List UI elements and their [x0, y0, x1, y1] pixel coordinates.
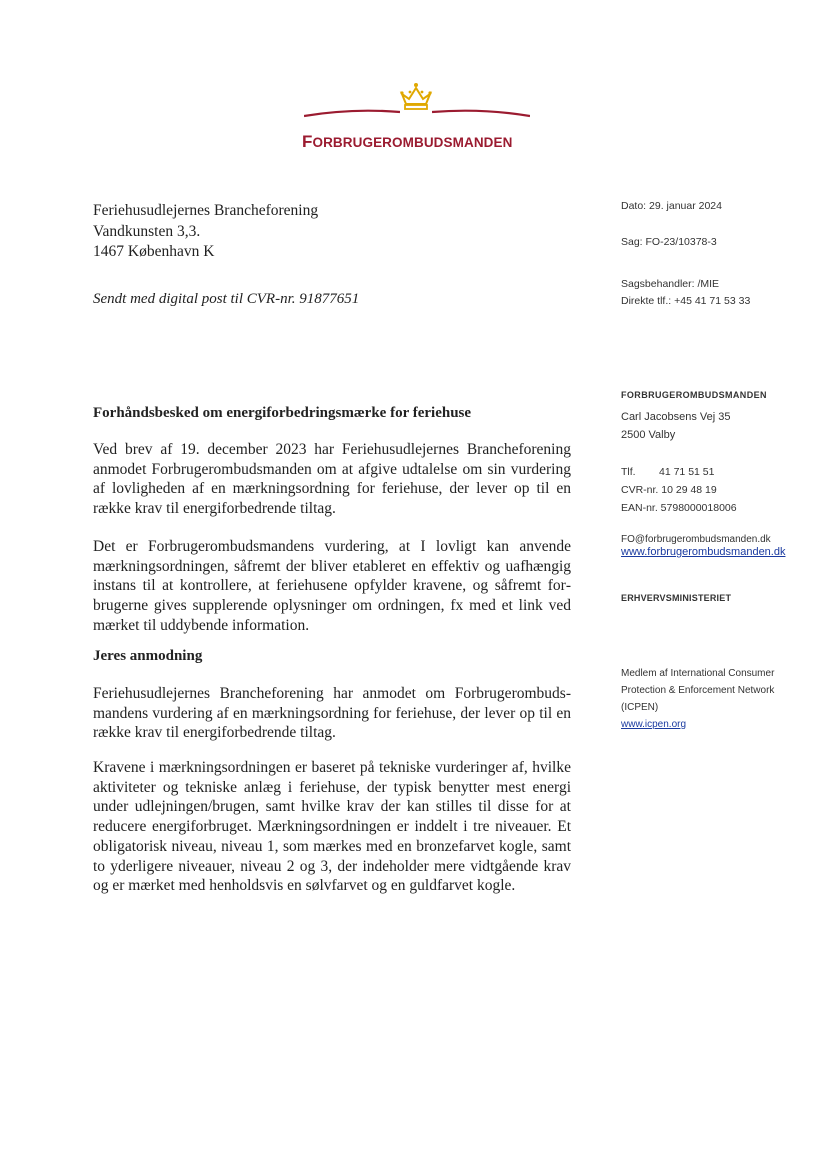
case-handler [621, 276, 750, 310]
sidebar-ministry: ERHVERVSMINISTERIET [621, 593, 732, 603]
member-line: (ICPEN) [621, 702, 659, 713]
paragraph-1: Ved brev af 19. december 2023 har Feriehusudlejernes Brancheforening anmodet Forbrugerombudsmanden om at afgive udtalelse om sin vurdering af lovligheden af en mærkningsordning for feriehuse, der lever op til en række krav til energiforbedrende tiltag. [93, 441, 571, 518]
sidebar-email[interactable]: FO@forbrugerombudsmanden.dk [621, 534, 771, 545]
logo [0, 0, 828, 160]
recipient-line: Vandkunsten 3,3. [93, 222, 201, 240]
recipient-line: Feriehusudlejernes Brancheforening [93, 202, 319, 219]
section-heading: Jeres anmodning [93, 648, 203, 664]
sidebar-city: 2500 Valby [621, 429, 676, 441]
case-number: Sag: FO-23/10378-3 [621, 236, 717, 248]
logo-rule-left [304, 108, 400, 118]
logo-rule-right [432, 108, 530, 118]
letter-title: Forhåndsbesked om energiforbedringsmærke for feriehuse [93, 405, 472, 421]
recipient-address [93, 201, 318, 263]
member-line: Medlem af International Consumer [621, 668, 775, 679]
sidebar-cvr: CVR-nr. 10 29 48 19 [621, 484, 717, 496]
sidebar-address [621, 408, 730, 444]
letter-date: Dato: 29. januar 2024 [621, 200, 722, 212]
direct-phone: Direkte tlf.: +45 41 71 53 33 [621, 295, 751, 307]
handler-line: Sagsbehandler: /MIE [621, 278, 720, 290]
sidebar-contact [621, 463, 737, 517]
paragraph-3: Feriehusudlejernes Brancheforening har anmodet om Forbrugerombudsmandens vurdering af en mærkningsordning for feriehuse, der lever op til en række krav til energiforbedrende tiltag. [93, 685, 571, 742]
paragraph-4: Kravene i mærkningsordningen er baseret på tekniske vurderinger af, hvilke aktiviteter og tekniske anlæg i feriehuse, der typisk benytter mest energi under udlejningen/brugen, samt hvilke krav der kan stilles til disse for at reducere energiforbruget. Mærkningsordningen er inddelt i tre niveauer. Et obligatorisk niveau, niveau 1, som mærkes med en bronzefarvet kogle, samt to yderligere niveauer, niveau 2 og 3, der indeholder mere vidtgående krav og er mærket med henholdsvis en sølvfarvet og en guldfarvet kogle. [93, 759, 571, 895]
sent-note: Sendt med digital post til CVR-nr. 91877651 [93, 291, 360, 307]
sidebar-membership [621, 665, 796, 733]
member-line: Protection & Enforcement Network [621, 685, 775, 696]
paragraph-2: Det er Forbrugerombudsmandens vurdering, at I lovligt kan anvende mærkningsordningen, såfremt der bliver etableret en effektiv og uafhængig instans til at kontrollere, at feriehusene opfylder kravene, og såfremt forbrugerne gives supplerende oplysninger om ordningen, fx med et link ved mærket til uddybende information. [93, 538, 571, 634]
sidebar-street: Carl Jacobsens Vej 35 [621, 411, 731, 423]
icpen-link[interactable]: www.icpen.org [621, 719, 687, 730]
sidebar-web [621, 533, 785, 559]
brand-name: FORBRUGEROMBUDSMANDEN [302, 132, 513, 151]
recipient-line: 1467 København K [93, 243, 215, 260]
sidebar-ean: EAN-nr. 5798000018006 [621, 502, 737, 514]
sidebar-phone: Tlf. 41 71 51 51 [621, 466, 715, 478]
sidebar-website-link[interactable]: www.forbrugerombudsmanden.dk [621, 546, 786, 558]
crown-icon [396, 80, 436, 112]
sidebar-org: FORBRUGEROMBUDSMANDEN [621, 390, 767, 400]
